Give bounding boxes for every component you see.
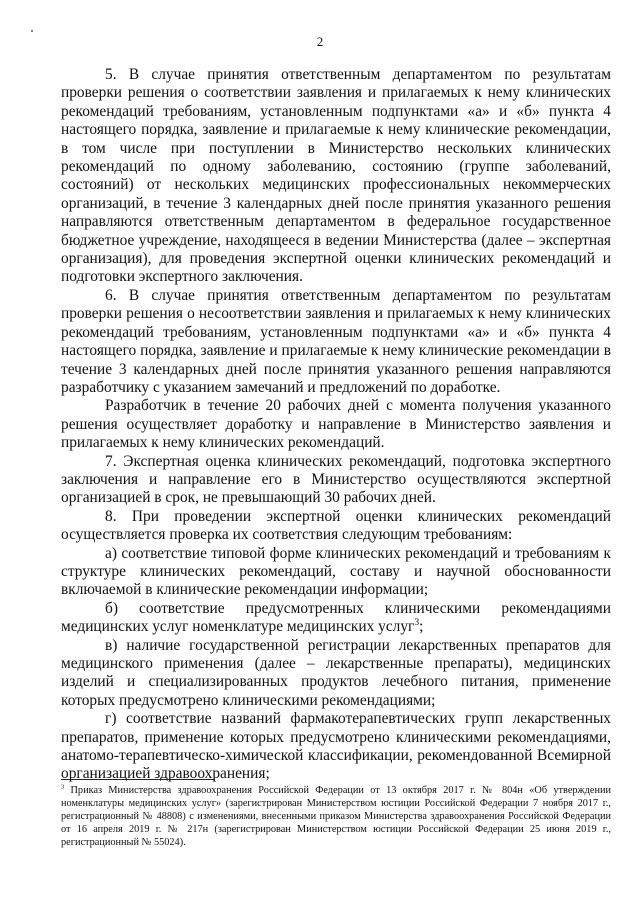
item-a: а) соответствие типовой форме клинических рекомендаций и требованиям к структуре клинических рекомендаций, составу и научной обоснованности включаемой в клинические рекомендации информации; [61,544,611,599]
footnote-reference[interactable]: 3 [414,617,420,629]
paragraph-6: 6. В случае принятия ответственным департаментом по результатам проверки решения о несоответствии заявления и прилагаемых к нему клинических рекомендаций требованиям, установленным подпунктами «а» и «б» пункта 4 настоящего порядка, заявление и прилагаемые к нему клинические рекомендации в течение 3 календарных дней после принятия указанного решения направляются разработчику с указанием замечаний и предложений по доработке. [61,286,611,396]
paragraph-developer: Разработчик в течение 20 рабочих дней с момента получения указанного решения осуществляет доработку и направление в Министерство заявления и прилагаемых к нему клинических рекомендаций. [61,397,611,452]
paragraph-7: 7. Экспертная оценка клинических рекомендаций, подготовка экспертного заключения и направление его в Министерство осуществляются экспертной организацией в срок, не превышающий 30 рабочих дней. [61,452,611,507]
item-b-tail: ; [419,618,424,636]
footnote-mark: 3 [61,783,65,791]
paragraph-8: 8. При проведении экспертной оценки клинических рекомендаций осуществляется проверка их соответствия следующим требованиям: [61,507,611,544]
paragraph-5: 5. В случае принятия ответственным департаментом по результатам проверки решения о соответствии заявления и прилагаемых к нему клинических рекомендаций требованиям, установленным подпунктами «а» и «б» пункта 4 настоящего порядка, заявление и прилагаемые к нему клинические рекомендации, в том числе при поступлении в Министерство нескольких клинических рекомендаций по одному заболеванию, состоянию (группе заболеваний, состояний) от нескольких медицинских профессиональных некоммерческих организаций, в течение 3 календарных дней после принятия указанного решения направляются ответственным департаментом в федеральное государственное бюджетное учреждение, находящееся в ведении Министерства (далее – экспертная организация), для проведения экспертной оценки клинических рекомендаций и подготовки экспертного заключения. [61,66,611,286]
page-number: 2 [316,34,324,49]
document-body [61,66,611,784]
scan-speck [31,30,33,32]
item-b [61,600,611,637]
footnote-divider [61,779,215,780]
footnote-text: Приказ Министерства здравоохранения Российской Федерации от 13 октября 2017 г. № 804н «Об утверждении номенклатуры медицинских услуг» (зарегистрирован Министерством юстиции Российской Федерации 7 ноября 2017 г., регистрационный № 48808) с изменениями, внесенными приказом Министерства здравоохранения Российской Федерации от 16 апреля 2019 г. № 217н (зарегистрирован Министерством юстиции Российской Федерации 25 июня 2019 г., регистрационный № 55024). [61,785,611,848]
item-b-text: б) соответствие предусмотренных клиническими рекомендациями медицинских услуг номенклатуре медицинских услуг [61,599,611,636]
item-v: в) наличие государственной регистрации лекарственных препаратов для медицинского применения (далее – лекарственные препараты), медицинских изделий и специализированных продуктов лечебного питания, применение которых предусмотрено клиническими рекомендациями; [61,636,611,709]
footnote [61,784,611,849]
item-g: г) соответствие названий фармакотерапевтических групп лекарственных препаратов, применение которых предусмотрено клиническими рекомендациями, анатомо-терапевтическо-химической классификации, рекомендованной Всемирной организацией здравоохранения; [61,710,611,783]
